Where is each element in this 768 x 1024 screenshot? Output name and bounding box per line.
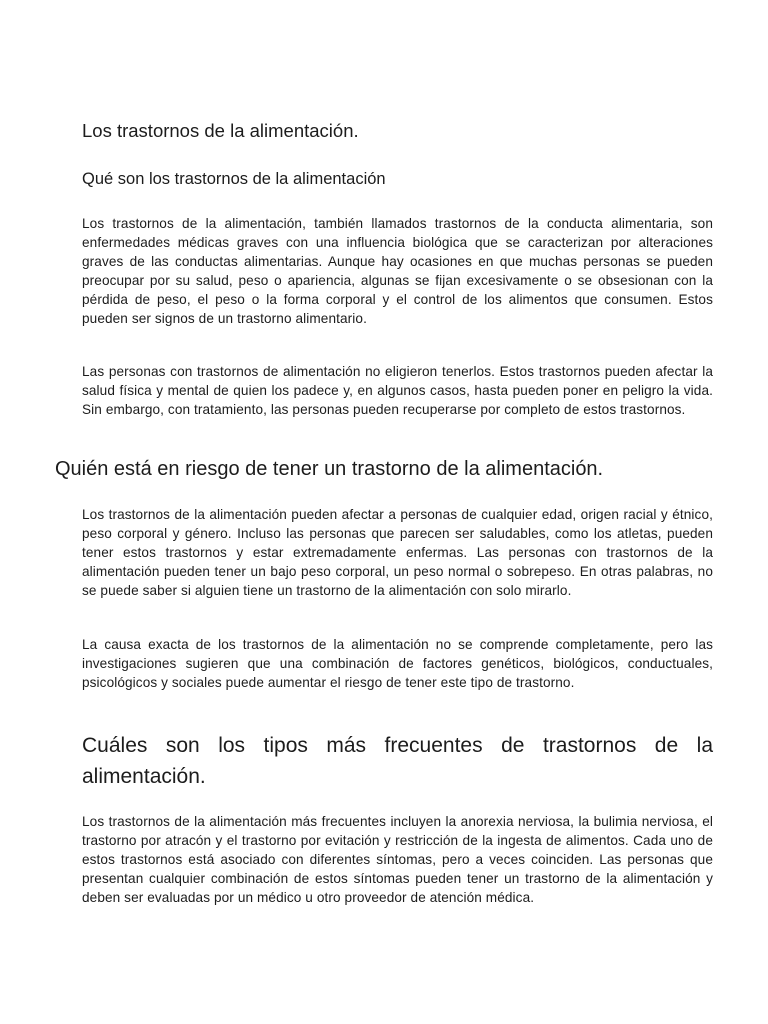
- paragraph: Los trastornos de la alimentación pueden afectar a personas de cualquier edad, origen racial y étnico, peso corporal y género. Incluso las personas que parecen ser saludables, como los atletas, pueden tener estos trastornos y estar extremadamente enfermas. Las personas con trastornos de la alimentación pueden tener un bajo peso corporal, un peso normal o sobrepeso. En otras palabras, no se puede saber si alguien tiene un trastorno de la alimentación con solo mirarlo.: [82, 507, 713, 598]
- section-heading-riesgo: Quién está en riesgo de tener un trastorno de la alimentación.: [55, 458, 604, 480]
- section-heading-que-son: Qué son los trastornos de la alimentación: [82, 170, 386, 188]
- paragraph: Los trastornos de la alimentación más frecuentes incluyen la anorexia nerviosa, la bulimia nerviosa, el trastorno por atracón y el trastorno por evitación y restricción de la ingesta de alimentos. Cada uno de estos trastornos está asociado con diferentes síntomas, pero a veces coinciden. Las personas que presentan cualquier combinación de estos síntomas pueden tener un trastorno de la alimentación y deben ser evaluadas por un médico u otro proveedor de atención médica.: [82, 814, 713, 905]
- paragraph: Las personas con trastornos de alimentación no eligieron tenerlos. Estos trastornos pueden afectar la salud física y mental de quien los padece y, en algunos casos, hasta pueden poner en peligro la vida. Sin embargo, con tratamiento, las personas pueden recuperarse por completo de estos trastornos.: [82, 364, 713, 417]
- document-title: Los trastornos de la alimentación.: [82, 120, 359, 141]
- paragraph: La causa exacta de los trastornos de la alimentación no se comprende completamente, pero las investigaciones sugieren que una combinación de factores genéticos, biológicos, conductuales, psicológicos y sociales puede aumentar el riesgo de tener este tipo de trastorno.: [82, 637, 713, 690]
- paragraph: Los trastornos de la alimentación, también llamados trastornos de la conducta alimentaria, son enfermedades médicas graves con una influencia biológica que se caracterizan por alteraciones graves de las conductas alimentarias. Aunque hay ocasiones en que muchas personas se pueden preocupar por su salud, peso o apariencia, algunas se fijan excesivamente o se obsesionan con la pérdida de peso, el peso o la forma corporal y el control de los alimentos que consumen. Estos pueden ser signos de un trastorno alimentario.: [82, 216, 713, 326]
- section-heading-tipos: Cuáles son los tipos más frecuentes de trastornos de la alimentación.: [82, 734, 713, 788]
